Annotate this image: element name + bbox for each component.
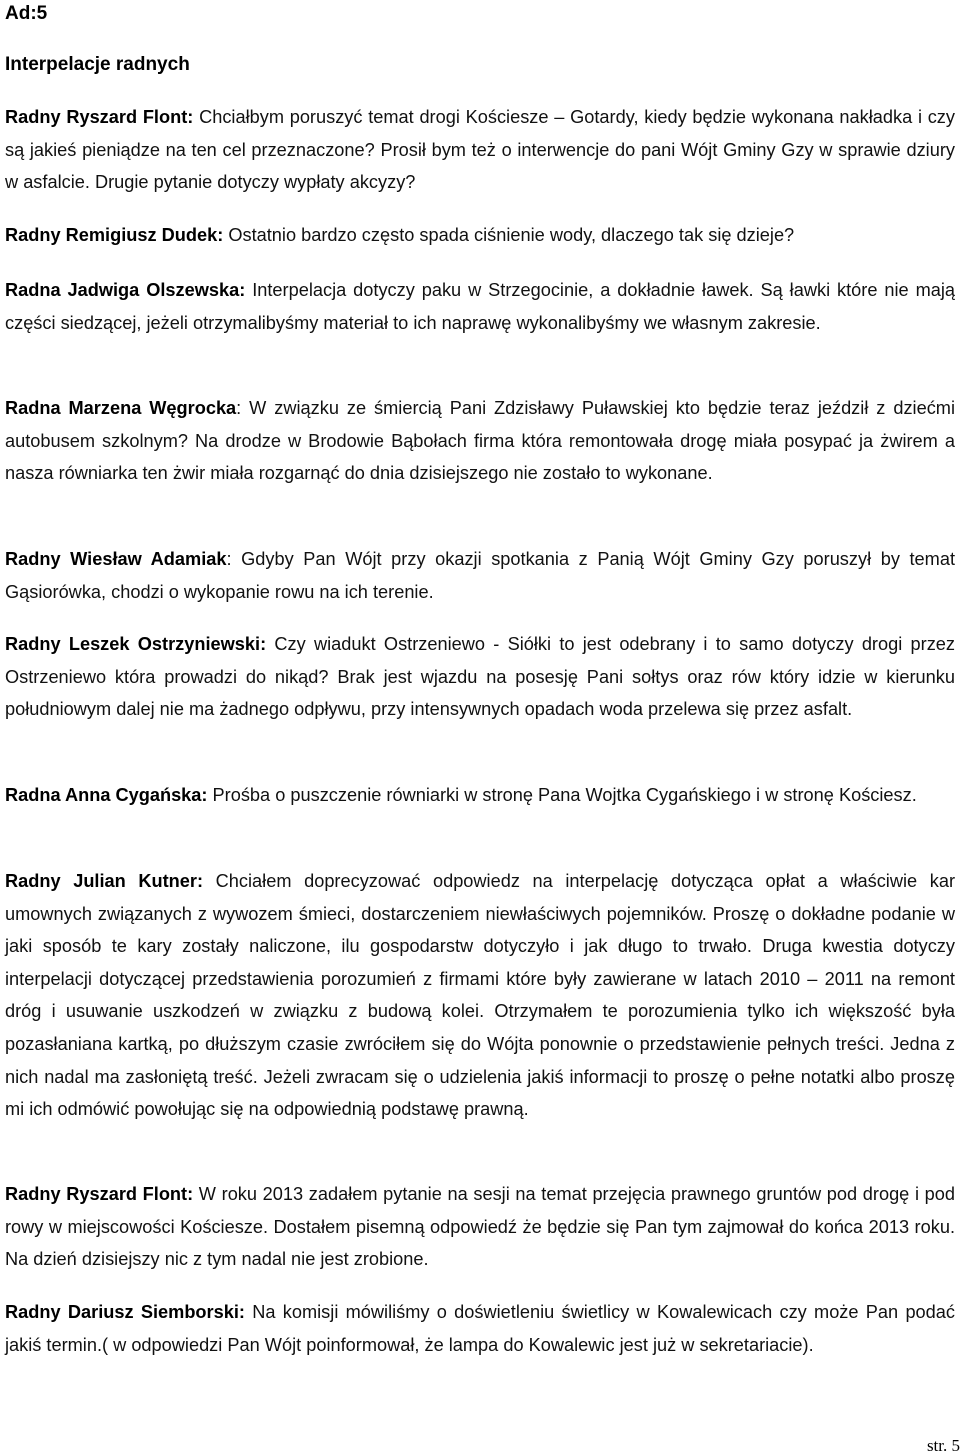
speaker-name: Radny Ryszard Flont: [5,1184,194,1204]
interpellation-paragraph [5,779,955,812]
interpellation-text: Ostatnio bardzo często spada ciśnienie wody, dlaczego tak się dzieje? [223,225,795,245]
agenda-item-heading: Ad:5 [5,3,48,24]
interpellation-paragraph [5,1296,955,1361]
interpellation-paragraph [5,219,955,252]
interpellation-paragraph [5,392,955,490]
interpellation-text: Na komisji mówiliśmy o doświetleniu świetlicy w Kowalewicach czy może Pan podać jakiś termin.( w odpowiedzi Pan Wójt poinformował, że lampa do Kowalewic jest już w sekretariacie). [5,1302,955,1355]
interpellation-text: Chciałbym poruszyć temat drogi Kościesze – Gotardy, kiedy będzie wykonana nakładka i czy są jakieś pieniądze na ten cel przeznaczone? Prosił bym też o interwencje do pani Wójt Gminy Gzy w sprawie dziury w asfalcie. Drugie pytanie dotyczy wypłaty akcyzy? [5,107,955,193]
interpellation-paragraph [5,865,955,1126]
speaker-name: Radny Ryszard Flont: [5,107,194,127]
interpellation-paragraph [5,101,955,199]
interpellation-text: Interpelacja dotyczy paku w Strzegocinie, a dokładnie ławek. Są ławki które nie mają części siedzącej, jeżeli otrzymalibyśmy materiał to ich naprawę wykonalibyśmy we własnym zakresie. [5,280,956,333]
speaker-name: Radna Anna Cygańska: [5,785,208,805]
interpellation-paragraph [5,628,955,726]
interpellation-text: Czy wiadukt Ostrzeniewo - Siółki to jest odebrany i to samo dotyczy drogi przez Ostrzeniewo która prowadzi do nikąd? Brak jest wjazdu na posesję Pani sołtys oraz rów który idzie w kierunku południowym dalej nie ma żadnego odpływu, przy intensywnych opadach woda przelewa się przez asfalt. [5,634,955,720]
interpellation-text: : Gdyby Pan Wójt przy okazji spotkania z Panią Wójt Gminy Gzy poruszył by temat Gąsiorówka, chodzi o wykopanie rowu na ich terenie. [5,549,955,602]
interpellation-paragraph [5,1178,955,1276]
speaker-name: Radna Marzena Węgrocka [5,398,237,418]
section-title: Interpelacje radnych [5,54,190,75]
speaker-name: Radny Leszek Ostrzyniewski: [5,634,267,654]
speaker-name: Radny Julian Kutner: [5,871,204,891]
interpellation-text: Chciałem doprecyzować odpowiedz na interpelację dotycząca opłat a właściwie kar umownych związanych z wywozem śmieci, dostarczeniem niewłaściwych pojemników. Proszę o dokładne podanie w jaki sposób te kary zostały naliczone, ilu gospodarstw dotyczyło i jak długo to trwało. Druga kwestia dotyczy interpelacji dotyczącej przedstawienia porozumień z firmami które były zawierane w latach 2010 – 2011 na remont dróg i usuwanie uszkodzeń w związku z budową kolei. Otrzymałem te porozumienia tylko ich większość była pozasłaniana kartką, po dłuższym czasie zwróciłem się do Wójta ponownie o przedstawienie pełnych treści. Jedna z nich nadal ma zasłoniętą treść. Jeżeli zwracam się o udzielenia jakiś informacji to proszę o pełne notatki albo proszę mi ich odmówić powołując się na odpowiednią podstawę prawną. [5,871,956,1120]
interpellation-text: : W związku ze śmiercią Pani Zdzisławy Puławskiej kto będzie teraz jeździł z dziećmi autobusem szkolnym? Na drodze w Brodowie Bąbołach firma która remontowała drogę miała posypać ja żwirem a nasza równiarka ten żwir miała rozgarnąć do dnia dzisiejszego nie zostało to wykonane. [5,398,955,484]
interpellation-text: Prośba o puszczenie równiarki w stronę Pana Wojtka Cygańskiego i w stronę Kościesz. [207,785,917,805]
interpellation-text: W roku 2013 zadałem pytanie na sesji na temat przejęcia prawnego gruntów pod drogę i pod rowy w miejscowości Kościesze. Dostałem pisemną odpowiedź że będzie się Pan tym zajmował do końca 2013 roku. Na dzień dzisiejszy nic z tym nadal nie jest zrobione. [5,1184,955,1270]
interpellation-paragraph [5,274,955,339]
speaker-name: Radny Wiesław Adamiak [5,549,227,569]
speaker-name: Radny Dariusz Siemborski: [5,1302,245,1322]
speaker-name: Radna Jadwiga Olszewska: [5,280,246,300]
speaker-name: Radny Remigiusz Dudek: [5,225,224,245]
page-number: str. 5 [926,1436,960,1455]
interpellation-paragraph [5,543,955,608]
